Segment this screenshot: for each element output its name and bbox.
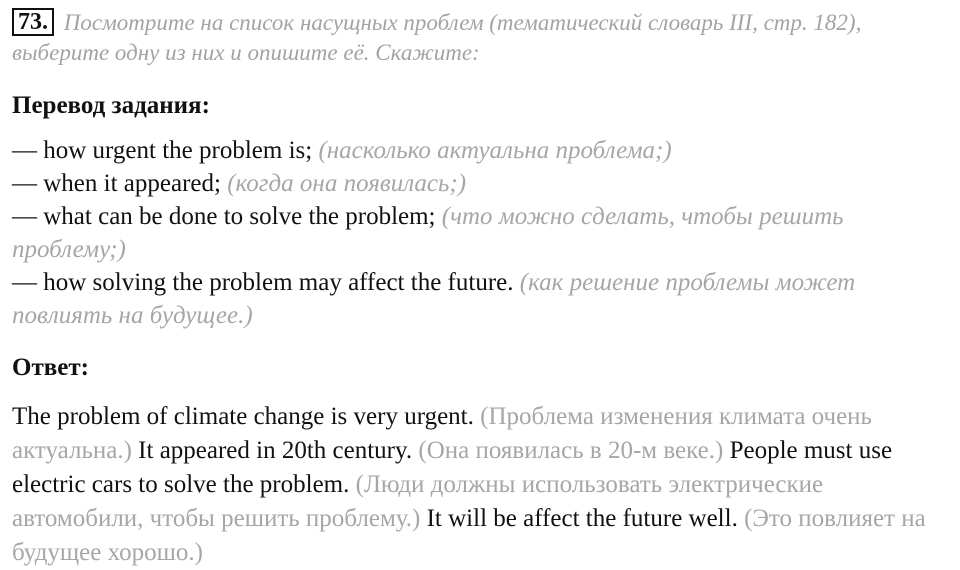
question-ru: (когда она появилась;) <box>227 170 467 197</box>
answer-heading: Ответ: <box>12 354 89 381</box>
answer-sentence-ru: (Люди должны использовать электрические автомобили, чтобы решить проблему.) <box>12 471 824 532</box>
answer-sentence-ru: (Это повлияет на будущее хорошо.) <box>12 505 926 566</box>
question-item-2 <box>12 167 948 200</box>
answer-sentence-ru: (Она появилась в 20-м веке.) <box>418 437 724 464</box>
answer-sentence-en: It appeared in 20th century. <box>138 437 413 464</box>
question-list <box>12 134 948 332</box>
answer-sentence-en: People must use electric cars to solve the problem. <box>12 437 893 498</box>
question-en: — what can be done to solve the problem; <box>12 203 436 230</box>
task-instruction: Посмотрите на список насущных проблем (тематический словарь III, стр. 182), выберите одну из них и опишите её. Скажите: <box>12 10 862 65</box>
task-number: 73. <box>12 8 54 36</box>
answer-sentence-en: The problem of climate change is very urgent. <box>12 403 474 430</box>
question-en: — when it appeared; <box>12 170 221 197</box>
answer-text <box>12 400 948 570</box>
question-en: — how urgent the problem is; <box>12 137 313 164</box>
question-ru: (что можно сделать, чтобы решить проблему;) <box>12 203 844 263</box>
question-en: — how solving the problem may affect the future. <box>12 269 514 296</box>
question-item-3 <box>12 200 948 266</box>
translation-heading: Перевод задания: <box>12 92 210 119</box>
answer-sentence-en: It will be affect the future well. <box>426 505 738 532</box>
question-item-1 <box>12 134 948 167</box>
question-item-4 <box>12 266 948 332</box>
task-instruction-block <box>12 8 948 68</box>
question-ru: (насколько актуальна проблема;) <box>318 137 672 164</box>
answer-sentence-ru: (Проблема изменения климата очень актуальна.) <box>12 403 872 464</box>
question-ru: (как решение проблемы может повлиять на будущее.) <box>12 269 856 329</box>
